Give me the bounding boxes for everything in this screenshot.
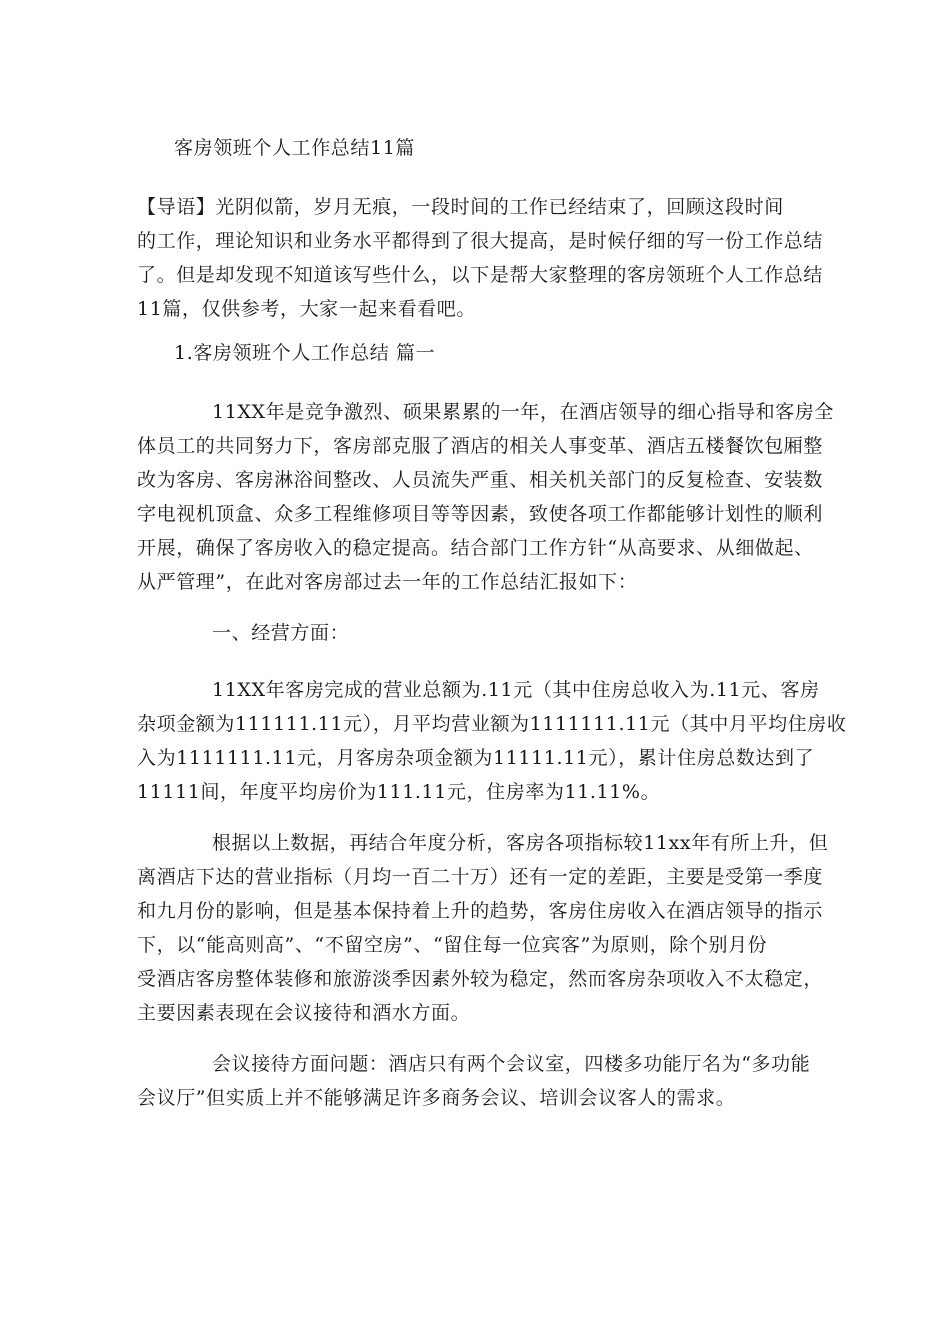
intro-line: 的工作，理论知识和业务水平都得到了很大提高，是时候仔细的写一份工作总结 [137, 230, 824, 252]
paragraph1-line: 从严管理”，在此对客房部过去一年的工作总结汇报如下： [137, 571, 638, 593]
paragraph3-line: 离酒店下达的营业指标（月均一百二十万）还有一定的差距，主要是受第一季度 [137, 866, 824, 888]
intro-line: 【导语】光阴似箭，岁月无痕，一段时间的工作已经结束了，回顾这段时间 [137, 196, 784, 218]
section-heading: 1.客房领班个人工作总结 篇一 [174, 342, 436, 364]
paragraph1-line: 字电视机顶盒、众多工程维修项目等等因素，致使各项工作都能够计划性的顺利 [137, 503, 824, 525]
document-title: 客房领班个人工作总结11篇 [174, 137, 415, 159]
paragraph1-line: 11XX年是竞争激烈、硕果累累的一年，在酒店领导的细心指导和客房全 [212, 401, 835, 423]
subheading-operations: 一、经营方面： [212, 622, 350, 644]
intro-line: 了。但是却发现不知道该写些什么，以下是帮大家整理的客房领班个人工作总结 [137, 264, 824, 286]
paragraph4-line: 会议接待方面问题：酒店只有两个会议室，四楼多功能厅名为“多功能 [212, 1053, 811, 1075]
paragraph2-line: 11XX年客房完成的营业总额为.11元（其中住房总收入为.11元、客房 [212, 679, 820, 701]
paragraph3-line: 根据以上数据，再结合年度分析，客房各项指标较11xx年有所上升，但 [212, 832, 829, 854]
paragraph1-line: 开展，确保了客房收入的稳定提高。结合部门工作方针“从高要求、从细做起、 [137, 537, 814, 559]
paragraph1-line: 体员工的共同努力下，客房部克服了酒店的相关人事变革、酒店五楼餐饮包厢整 [137, 435, 824, 457]
paragraph2-line: 入为1111111.11元，月客房杂项金额为11111.11元），累计住房总数达到了 [137, 747, 815, 769]
intro-line: 11篇，仅供参考，大家一起来看看吧。 [137, 298, 476, 320]
paragraph3-line: 和九月份的影响，但是基本保持着上升的趋势，客房住房收入在酒店领导的指示 [137, 900, 824, 922]
paragraph2-line: 11111间，年度平均房价为111.11元，住房率为11.11%。 [137, 781, 661, 803]
paragraph3-line: 主要因素表现在会议接待和酒水方面。 [137, 1002, 471, 1024]
paragraph4-line: 会议厅”但实质上并不能够满足许多商务会议、培训会议客人的需求。 [137, 1087, 736, 1109]
paragraph3-line: 下，以“能高则高”、“不留空房”、“留住每一位宾客”为原则，除个别月份 [137, 934, 768, 956]
paragraph2-line: 杂项金额为111111.11元），月平均营业额为1111111.11元（其中月平均住房收 [137, 713, 847, 735]
paragraph1-line: 改为客房、客房淋浴间整改、人员流失严重、相关机关部门的反复检查、安装数 [137, 469, 824, 491]
paragraph3-line: 受酒店客房整体装修和旅游淡季因素外较为稳定，然而客房杂项收入不太稳定， [137, 968, 824, 990]
